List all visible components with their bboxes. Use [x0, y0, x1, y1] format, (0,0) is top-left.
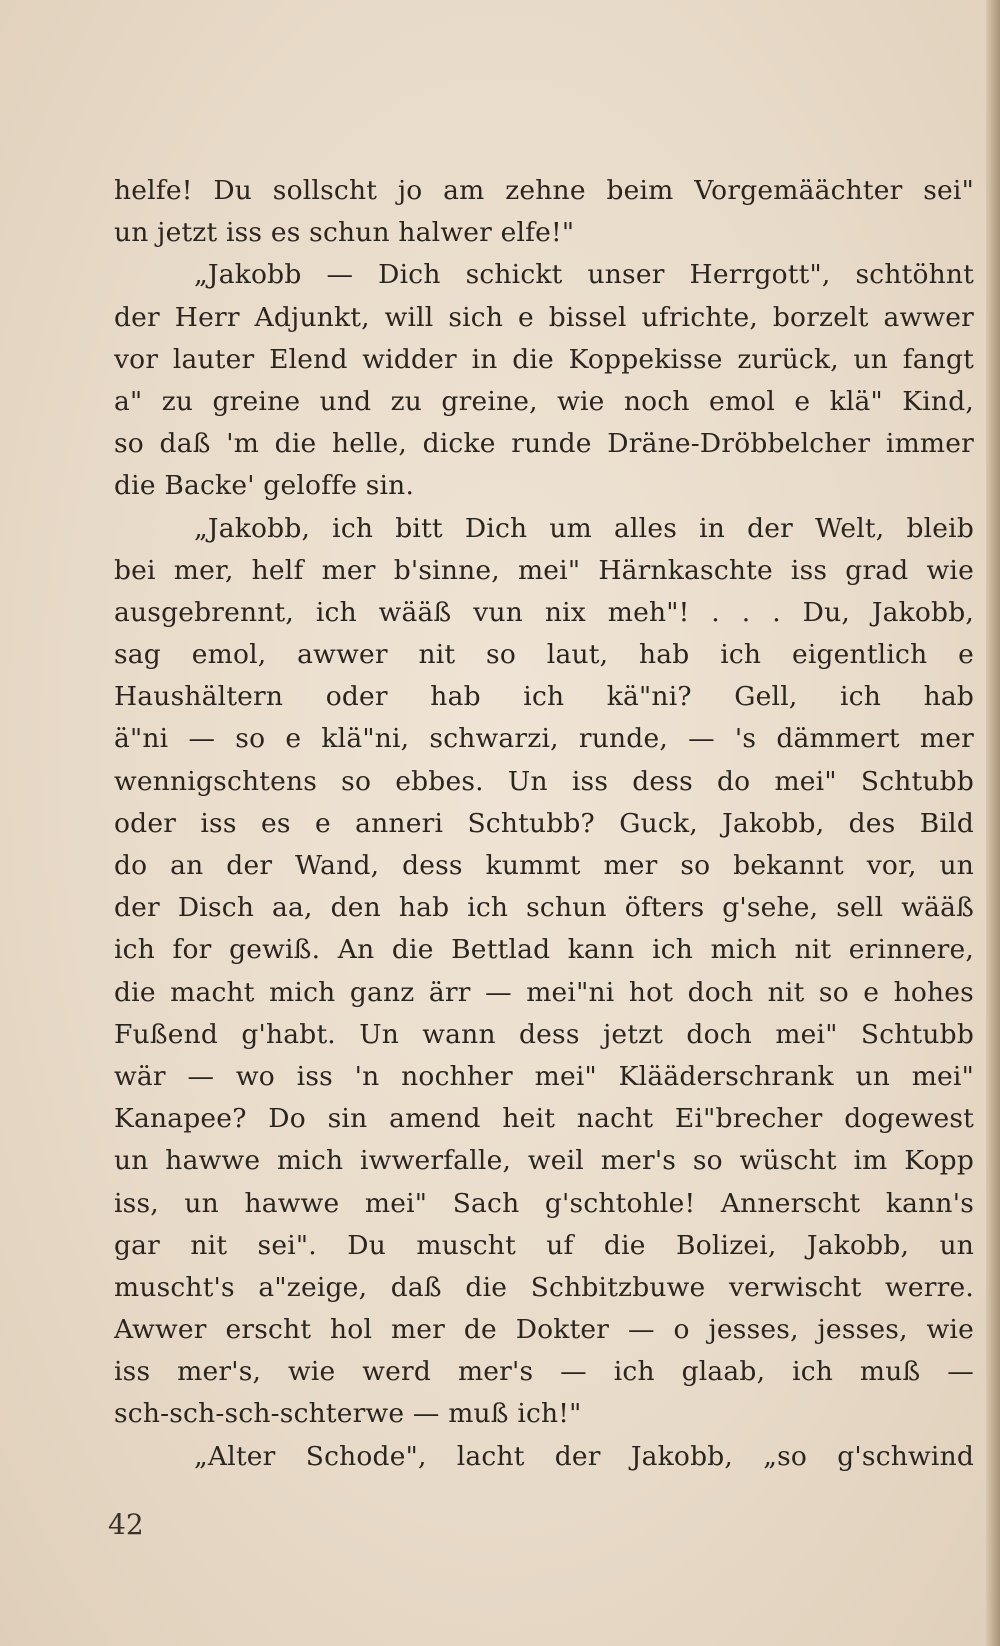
- text-line: a" zu greine und zu greine, wie noch emol e klä" Kind,: [114, 385, 974, 417]
- text-line: sch-sch-sch-schterwe — muß ich!": [114, 1398, 582, 1430]
- text-line: die Backe' geloffe sin.: [114, 470, 415, 502]
- text-line: die macht mich ganz ärr — mei"ni hot doch nit so e hohes: [114, 976, 974, 1008]
- text-line: iss mer's, wie werd mer's — ich glaab, ich muß —: [114, 1356, 974, 1388]
- text-line: Awwer erscht hol mer de Dokter — o jesses, jesses, wie: [114, 1314, 974, 1346]
- text-line: so daß 'm die helle, dicke runde Dräne-Dröbbelcher immer: [114, 428, 974, 460]
- text-line: un jetzt iss es schun halwer elfe!": [114, 217, 575, 249]
- page-number: 42: [108, 1508, 144, 1541]
- text-line: Haushältern oder hab ich kä"ni? Gell, ich hab: [114, 681, 974, 713]
- text-line: iss, un hawwe mei" Sach g'schtohle! Annerscht kann's: [114, 1187, 974, 1219]
- text-line: gar nit sei". Du muscht uf die Bolizei, Jakobb, un: [114, 1229, 974, 1261]
- text-line: vor lauter Elend widder in die Koppekisse zurück, un fangt: [114, 343, 974, 375]
- text-line: „Jakobb, ich bitt Dich um alles in der Welt, bleib: [194, 512, 974, 544]
- text-line: „Jakobb — Dich schickt unser Herrgott", schtöhnt: [194, 259, 974, 291]
- text-line: Kanapee? Do sin amend heit nacht Ei"brecher dogewest: [114, 1103, 974, 1135]
- text-line: wär — wo iss 'n nochher mei" Klääderschrank un mei": [114, 1060, 974, 1092]
- text-line: oder iss es e anneri Schtubb? Guck, Jakobb, des Bild: [114, 807, 974, 839]
- text-line: ausgebrennt, ich wääß vun nix meh"! . . . Du, Jakobb,: [114, 596, 974, 628]
- text-line: do an der Wand, dess kummt mer so bekannt vor, un: [114, 850, 974, 881]
- text-line: sag emol, awwer nit so laut, hab ich eigentlich e: [114, 639, 974, 671]
- body-text: [114, 170, 974, 1478]
- text-line: un hawwe mich iwwerfalle, weil mer's so wüscht im Kopp: [114, 1145, 974, 1177]
- text-line: helfe! Du sollscht jo am zehne beim Vorgemäächter sei": [114, 175, 974, 206]
- page-edge-shadow: [986, 0, 1000, 1646]
- text-line: muscht's a"zeige, daß die Schbitzbuwe verwischt werre.: [114, 1271, 974, 1303]
- text-line: der Disch aa, den hab ich schun öfters g'sehe, sell wääß: [114, 892, 974, 924]
- text-line: der Herr Adjunkt, will sich e bissel ufrichte, borzelt awwer: [114, 301, 974, 333]
- text-line: ä"ni — so e klä"ni, schwarzi, runde, — 's dämmert mer: [114, 723, 974, 755]
- text-line: „Alter Schode", lacht der Jakobb, „so g'schwind: [194, 1440, 974, 1472]
- text-line: Fußend g'habt. Un wann dess jetzt doch mei" Schtubb: [114, 1018, 974, 1050]
- text-line: ich for gewiß. An die Bettlad kann ich mich nit erinnere,: [114, 934, 974, 966]
- text-line: bei mer, helf mer b'sinne, mei" Härnkaschte iss grad wie: [114, 554, 974, 586]
- text-line: wennigschtens so ebbes. Un iss dess do mei" Schtubb: [114, 765, 974, 797]
